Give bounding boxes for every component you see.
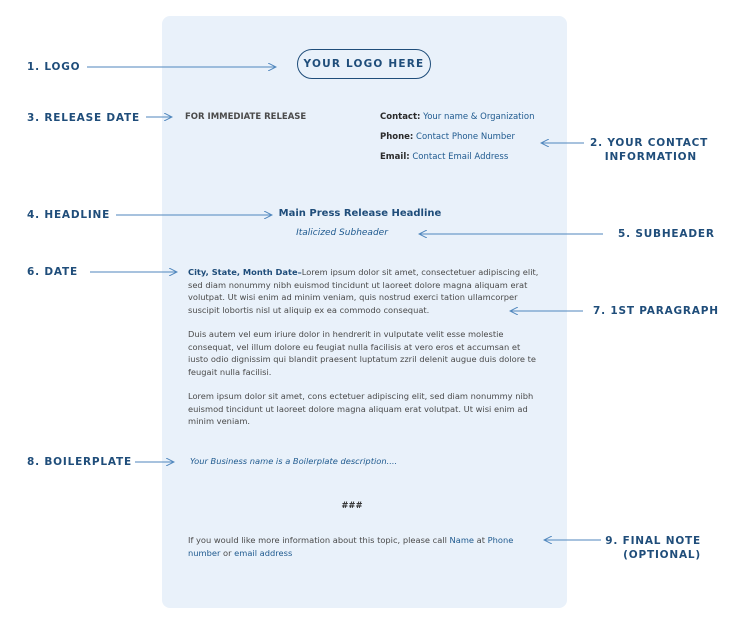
- final-note-name: Name: [449, 535, 475, 545]
- email-value: Contact Email Address: [412, 152, 509, 162]
- dateline: City, State, Month Date–: [188, 267, 302, 277]
- contact-value: Your name & Organization: [423, 112, 535, 122]
- final-note-text3: or: [220, 547, 235, 558]
- label-final-note-line1: 9. FINAL NOTE: [605, 535, 701, 547]
- label-contact-line1: 2. YOUR CONTACT: [590, 137, 709, 149]
- paragraph-3: Lorem ipsum dolor sit amet, cons ectetuer adipiscing elit, sed diam nonummy nibh euismod tincidunt ut laoreet dolore magna aliquam erat volutpat. Ut wisi enim ad minim veniam.: [188, 391, 534, 427]
- headline: Main Press Release Headline: [278, 208, 442, 219]
- end-mark: ###: [341, 501, 363, 511]
- boilerplate-text: Your Business name is a Boilerplate description....: [190, 456, 398, 466]
- phone-label: Phone:: [380, 132, 414, 142]
- paragraph-1-text: Lorem ipsum dolor sit amet, consectetuer adipiscing elit, sed diam nonummy nibh euismod tincidunt ut laoreet dolore magna aliquam erat volutpat. Ut wisi enim ad minim veniam, quis nostrud exerci tation ullamcorper suscipit lobortis nisl ut aliquip ex ea commodo consequat.: [188, 267, 539, 316]
- label-date: 6. DATE: [27, 266, 78, 278]
- final-note-email: email address: [234, 547, 293, 558]
- paragraph-2: Duis autem vel eum iriure dolor in hendrerit in vulputate velit esse molestie consequat, vel illum dolore eu feugiat nulla facilisis at vero eros et accumsan et iusto odio dignissim qui blandit praesent luptatum zzril delenit augue duis dolore te feugait nulla facilisi.: [188, 329, 537, 378]
- label-subheader: 5. SUBHEADER: [618, 228, 715, 240]
- release-text: FOR IMMEDIATE RELEASE: [185, 112, 307, 122]
- final-note-text1: If you would like more information about this topic, please call: [188, 535, 450, 545]
- label-contact-line2: INFORMATION: [604, 151, 697, 163]
- logo-placeholder: YOUR LOGO HERE: [297, 49, 431, 79]
- label-final-note-line2: (OPTIONAL): [623, 549, 701, 561]
- final-note-phone: Phone number: [188, 535, 514, 558]
- label-final-note: [596, 534, 701, 562]
- label-boilerplate: 8. BOILERPLATE: [27, 456, 132, 468]
- final-note: [188, 534, 540, 559]
- phone-line: [380, 131, 515, 144]
- contact-line: [380, 111, 534, 124]
- label-headline: 4. HEADLINE: [27, 209, 111, 221]
- label-first-paragraph: 7. 1ST PARAGRAPH: [593, 305, 719, 317]
- label-logo: 1. LOGO: [27, 61, 81, 73]
- contact-label: Contact:: [380, 112, 421, 122]
- email-line: [380, 151, 508, 164]
- subheader: Italicized Subheader: [296, 228, 388, 238]
- phone-value: Contact Phone Number: [416, 132, 515, 142]
- paragraph-1: [188, 266, 540, 317]
- label-contact-info: [590, 136, 709, 164]
- final-note-text2: at: [474, 535, 488, 545]
- email-label: Email:: [380, 152, 410, 162]
- label-release-date: 3. RELEASE DATE: [27, 112, 140, 124]
